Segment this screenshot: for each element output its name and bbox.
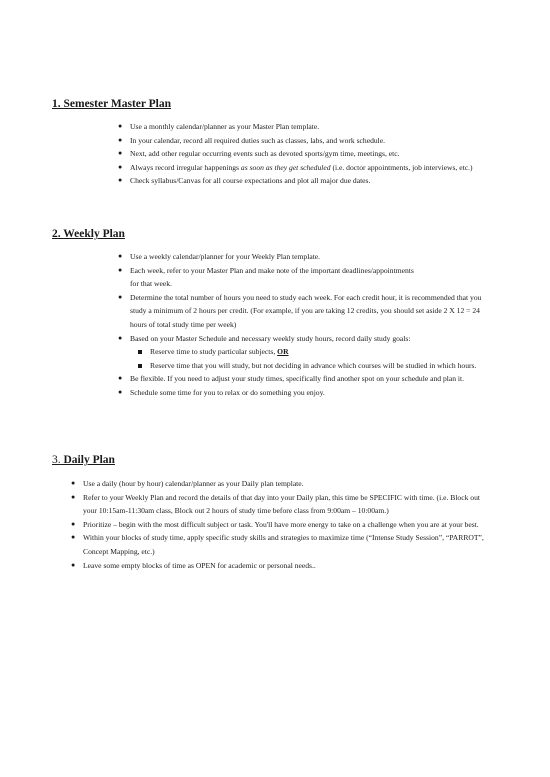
bullet-icon: ● (118, 162, 123, 171)
list-item: ● Each week, refer to your Master Plan and make note of the important deadlines/appointments for that week. (118, 265, 414, 289)
bullet-icon: ● (118, 252, 123, 260)
square-bullet-icon (138, 364, 142, 368)
bullet-icon: ● (71, 533, 76, 542)
list-item: ● Prioritize – begin with the most difficult subject or task. You'll have more energy to take on a challenge when you are at your best. (83, 518, 488, 532)
sub-list-item: Reserve time to study particular subjects, OR (150, 345, 492, 359)
section-3-heading: 3. Daily Plan (52, 454, 115, 466)
bullet-icon: ● (118, 333, 123, 342)
list-item: ● Check syllabus/Canvas for all course expectations and plot all major due dates. (130, 174, 490, 188)
bullet-icon: ● (71, 560, 76, 569)
bullet-icon: ● (118, 135, 123, 144)
bullet-icon: ● (118, 387, 123, 396)
list-item: ● Use a weekly calendar/planner for your Weekly Plan template. (130, 250, 492, 264)
bullet-icon: ● (118, 122, 123, 130)
section-1-heading: 1. Semester Master Plan (52, 98, 172, 110)
bullet-icon: ● (71, 479, 76, 487)
sub-list-item: Reserve time that you will study, but not deciding in advance which courses will be studied in which hours. (150, 359, 492, 373)
list-item: ● Always record irregular happenings as soon as they get scheduled (i.e. doctor appointments, job interviews, etc.) (130, 161, 490, 175)
list-item: ● Based on your Master Schedule and necessary weekly study hours, record daily study goals: Reserve time to study particular subjects, OR Reserve time that you will study, but not deciding in advance which courses will be studied in which hours. (130, 332, 492, 373)
section-2-list (118, 250, 492, 400)
bullet-icon: ● (118, 176, 123, 185)
list-item: ● Schedule some time for you to relax or do something you enjoy. (130, 386, 492, 400)
list-item: ● Within your blocks of study time, apply specific study skills and strategies to maximize time (“Intense Study Session”, “PARROT”, Concept Mapping, etc.) (71, 533, 484, 556)
bullet-icon: ● (118, 292, 123, 301)
section-3-list (71, 477, 488, 572)
list-item: ● In your calendar, record all required duties such as classes, labs, and work schedule. (130, 134, 490, 148)
square-bullet-icon (138, 350, 142, 354)
sub-list (130, 345, 492, 372)
bullet-icon: ● (71, 519, 76, 528)
list-item: ● Leave some empty blocks of time as OPEN for academic or personal needs.. (83, 559, 488, 573)
section-2-heading: 2. Weekly Plan (52, 228, 125, 240)
list-item: ● Use a daily (hour by hour) calendar/planner as your Daily plan template. (83, 477, 488, 491)
list-item: ● Use a monthly calendar/planner as your Master Plan template. (130, 120, 490, 134)
section-1-list (118, 120, 490, 188)
list-item: ● Next, add other regular occurring events such as devoted sports/gym time, meetings, etc. (130, 147, 490, 161)
bullet-icon: ● (71, 492, 76, 501)
list-item: ● Be flexible. If you need to adjust your study times, specifically find another spot on your schedule and plan it. (130, 372, 492, 386)
bullet-icon: ● (118, 265, 123, 274)
bullet-icon: ● (118, 374, 123, 383)
list-item: ● Refer to your Weekly Plan and record the details of that day into your Daily plan, this time be SPECIFIC with time. (i.e. Block out your 10:15am-11:30am class, Block out 2 hours of study time before class from 9:00am – 10:00am.) (71, 492, 481, 516)
list-item: ● Determine the total number of hours you need to study each week. For each credit hour, it is recommended that you study a minimum of 2 hours per credit. (For example, if you are taking 12 credits, you should set aside 2 X 12 = 24 hours of total study time per week) (118, 292, 482, 329)
bullet-icon: ● (118, 149, 123, 158)
